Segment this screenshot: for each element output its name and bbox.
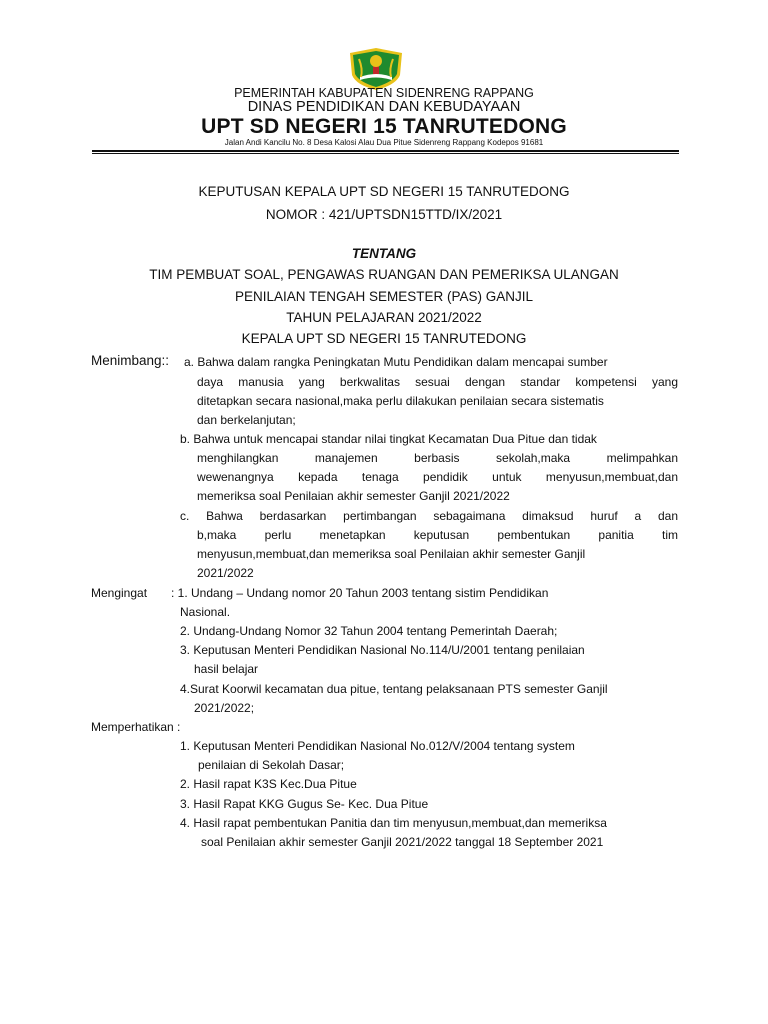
letterhead-divider-thin (92, 153, 679, 154)
menimbang-a-line-3: ditetapkan secara nasional,maka perlu dilakukan penilaian secara sistematis (197, 394, 604, 408)
memperhatikan-item-4-line-1: 4. Hasil rapat pembentukan Panitia dan tim menyusun,membuat,dan memeriksa (180, 816, 607, 830)
decree-number: NOMOR : 421/UPTSDN15TTD/IX/2021 (265, 207, 503, 222)
memperhatikan-item-1-line-1: 1. Keputusan Menteri Pendidikan Nasional No.012/V/2004 tentang system (180, 739, 575, 753)
decree-title: KEPUTUSAN KEPALA UPT SD NEGERI 15 TANRUTEDONG (198, 184, 570, 199)
about-heading: TENTANG (351, 246, 417, 261)
decree-subject-line-2: PENILAIAN TENGAH SEMESTER (PAS) GANJIL (234, 289, 534, 304)
mengingat-item-2: 2. Undang-Undang Nomor 32 Tahun 2004 tentang Pemerintah Daerah; (180, 624, 558, 638)
letterhead-divider (92, 150, 679, 152)
decree-subject-line-1: TIM PEMBUAT SOAL, PENGAWAS RUANGAN DAN PEMERIKSA ULANGAN (149, 267, 619, 282)
menimbang-c-line-3: menyusun,membuat,dan memeriksa soal Penilaian akhir semester Ganjil (197, 547, 586, 561)
decree-subject-line-3: TAHUN PELAJARAN 2021/2022 (286, 310, 482, 325)
regency-emblem-icon (347, 47, 405, 91)
menimbang-a-line-2: daya manusia yang berkwalitas sesuai dengan standar kompetensi yang (197, 375, 678, 389)
menimbang-a-line-1: a. Bahwa dalam rangka Peningkatan Mutu Pendidikan dalam mencapai sumber (184, 355, 608, 369)
menimbang-c-line-4: 2021/2022 (197, 566, 254, 580)
memperhatikan-item-3: 3. Hasil Rapat KKG Gugus Se- Kec. Dua Pitue (180, 797, 429, 811)
menimbang-b-line-2: menghilangkan manajemen berbasis sekolah,maka melimpahkan (197, 451, 678, 465)
agency-name: DINAS PENDIDIKAN DAN KEBUDAYAAN (247, 99, 521, 115)
menimbang-b-line-4: memeriksa soal Penilaian akhir semester Ganjil 2021/2022 (197, 489, 510, 503)
mengingat-item-4-line-2: 2021/2022; (194, 701, 255, 715)
menimbang-b-line-3: wewenangnya kepada tenaga pendidik untuk menyusun,membuat,dan (197, 470, 678, 484)
mengingat-label: Mengingat (91, 586, 148, 600)
menimbang-a-line-4: dan berkelanjutan; (197, 413, 296, 427)
menimbang-b-line-1: b. Bahwa untuk mencapai standar nilai tingkat Kecamatan Dua Pitue dan tidak (180, 432, 597, 446)
school-address: Jalan Andi Kancilu No. 8 Desa Kalosi Alau Dua Pitue Sidenreng Rappang Kodepos 91681 (224, 138, 544, 147)
government-name: PEMERINTAH KABUPATEN SIDENRENG RAPPANG (234, 86, 534, 100)
memperhatikan-item-2: 2. Hasil rapat K3S Kec.Dua Pitue (180, 777, 357, 791)
school-name: UPT SD NEGERI 15 TANRUTEDONG (201, 115, 567, 138)
mengingat-item-3-line-2: hasil belajar (194, 662, 259, 676)
memperhatikan-item-1-line-2: penilaian di Sekolah Dasar; (198, 758, 345, 772)
mengingat-item-4-line-1: 4.Surat Koorwil kecamatan dua pitue, tentang pelaksanaan PTS semester Ganjil (180, 682, 608, 696)
menimbang-label: Menimbang:: (91, 353, 170, 368)
memperhatikan-item-4-line-2: soal Penilaian akhir semester Ganjil 2021/2022 tanggal 18 September 2021 (201, 835, 604, 849)
decree-issuer: KEPALA UPT SD NEGERI 15 TANRUTEDONG (241, 331, 527, 346)
memperhatikan-label: Memperhatikan : (91, 720, 181, 734)
mengingat-item-1-line-2: Nasional. (180, 605, 231, 619)
menimbang-c-line-1: c. Bahwa berdasarkan pertimbangan sebagaimana dimaksud huruf a dan (180, 509, 678, 523)
mengingat-item-3-line-1: 3. Keputusan Menteri Pendidikan Nasional No.114/U/2001 tentang penilaian (180, 643, 585, 657)
menimbang-c-line-2: b,maka perlu menetapkan keputusan pembentukan panitia tim (197, 528, 678, 542)
mengingat-item-1-line-1: : 1. Undang – Undang nomor 20 Tahun 2003 tentang sistim Pendidikan (171, 586, 549, 600)
